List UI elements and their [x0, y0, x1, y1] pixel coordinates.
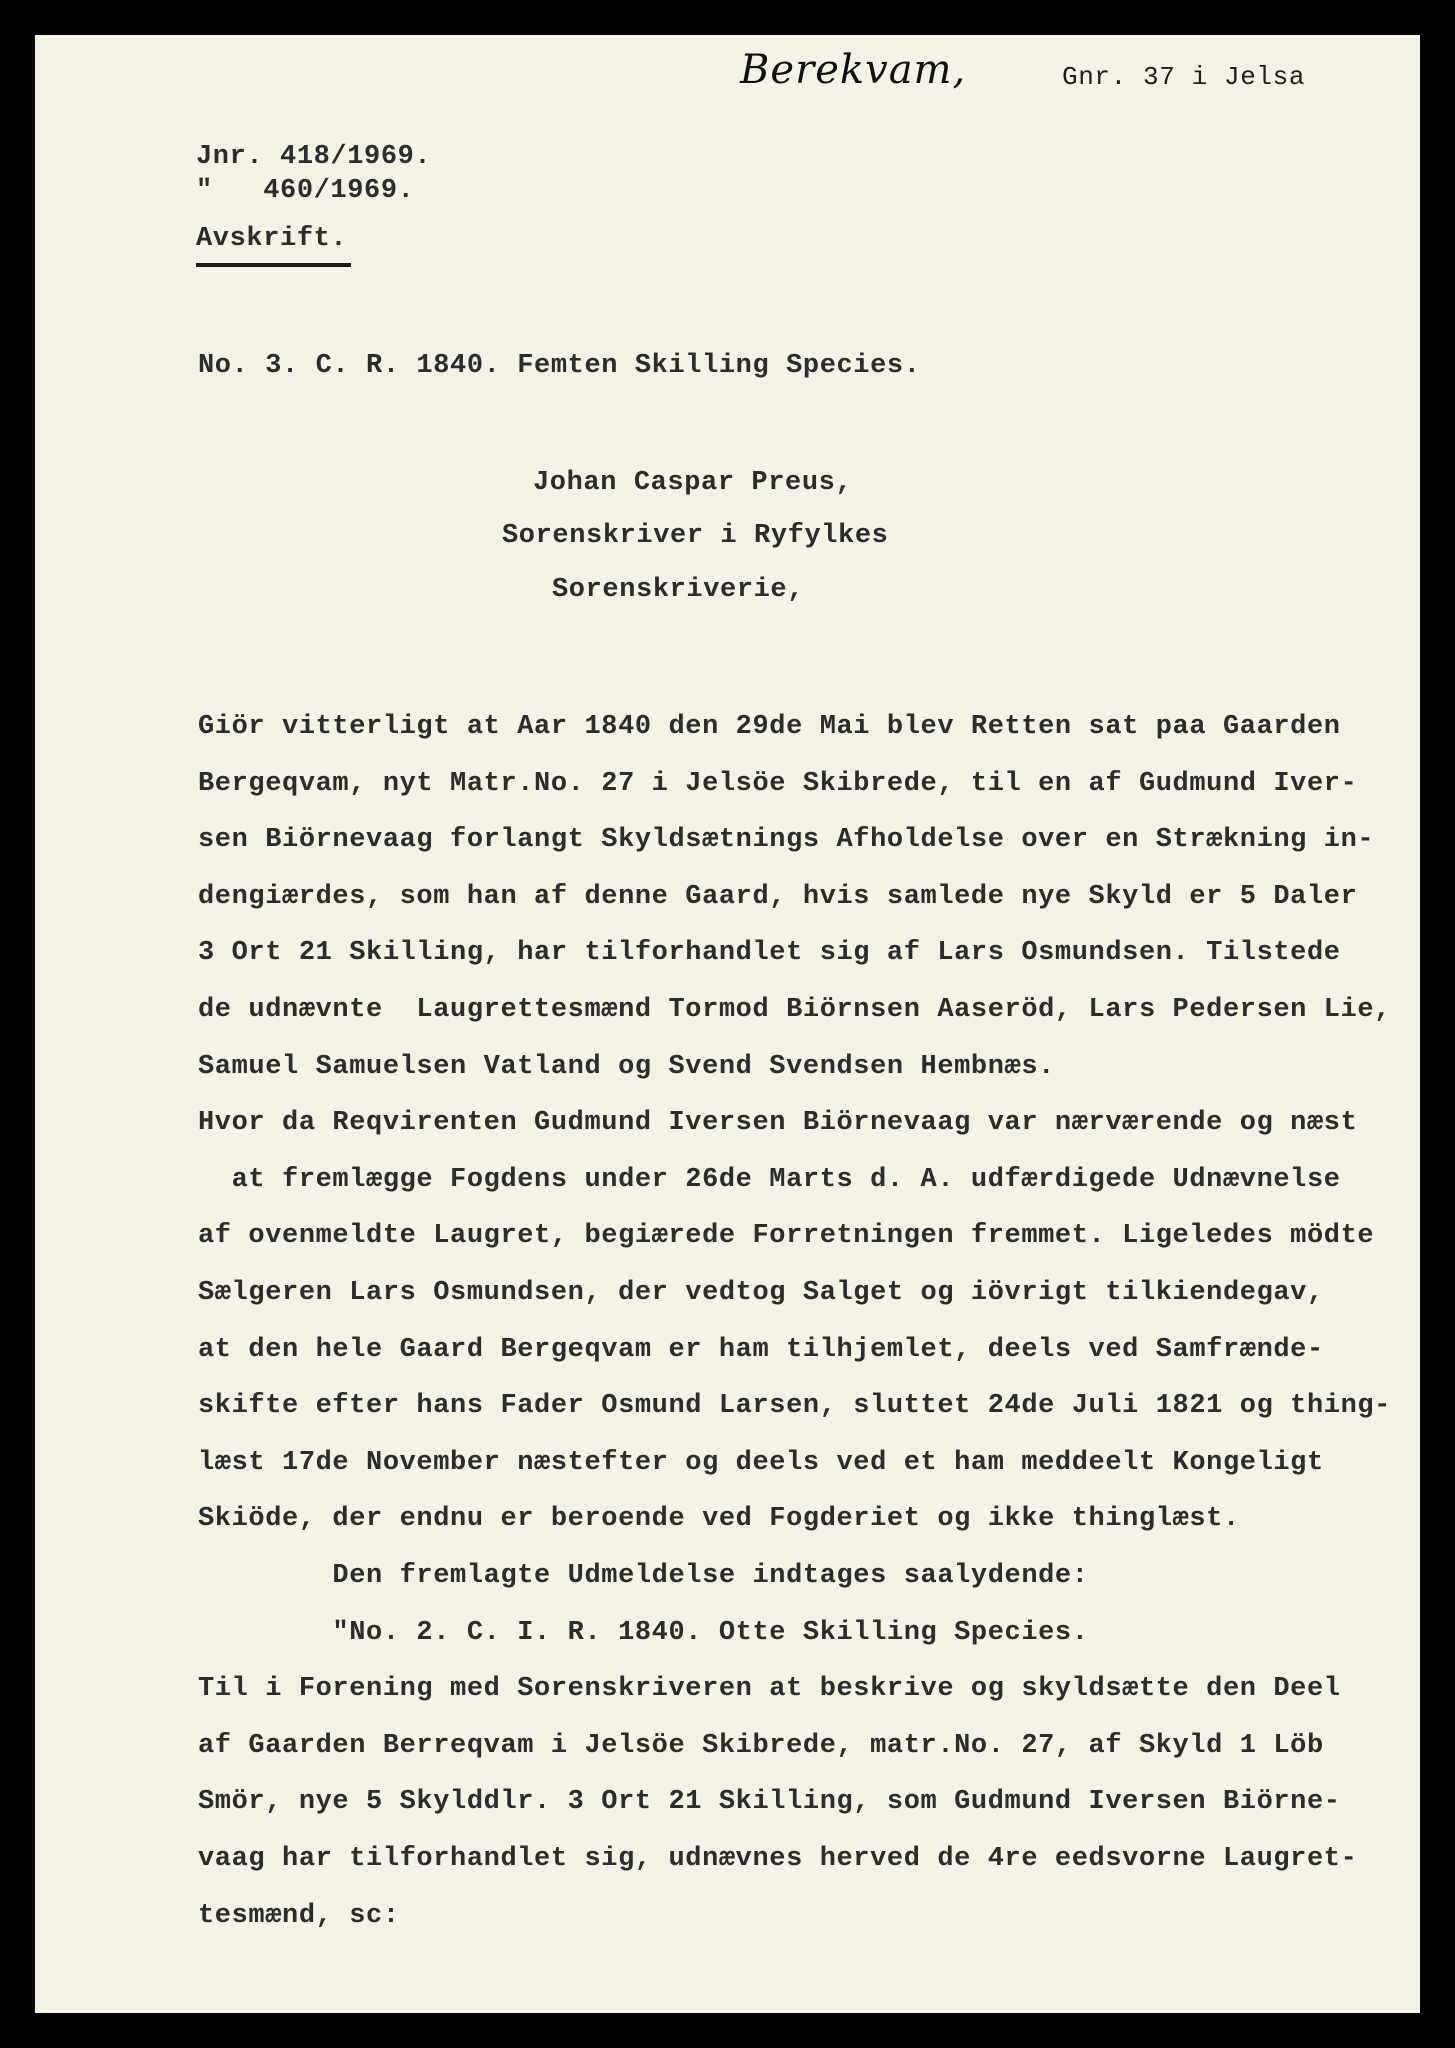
body-text-line: læst 17de November næstefter og deels ved et ham meddeelt Kongeligt	[198, 1447, 1324, 1478]
copy-heading: Avskrift.	[196, 224, 348, 254]
body-text-line: skifte efter hans Fader Osmund Larsen, sluttet 24de Juli 1821 og thing-	[198, 1391, 1391, 1422]
body-text-line: dengiærdes, som han af denne Gaard, hvis samlede nye Skyld er 5 Daler	[198, 881, 1358, 912]
journal-number-2: " 460/1969.	[196, 176, 415, 206]
journal-number-1: Jnr. 418/1969.	[196, 142, 432, 172]
body-text-line: sen Biörnevaag forlangt Skyldsætnings Afholdelse over en Strækning in-	[198, 825, 1375, 856]
body-text-line: at den hele Gaard Bergeqvam er ham tilhjemlet, deels ved Samfrænde-	[198, 1334, 1324, 1365]
body-text-line: vaag har tilforhandlet sig, udnævnes herved de 4re eedsvorne Laugret-	[198, 1844, 1358, 1874]
body-text-line: tesmænd, sc:	[198, 1900, 400, 1931]
body-text-line: de udnævnte Laugrettesmænd Tormod Biörnsen Aaseröd, Lars Pedersen Lie,	[198, 995, 1391, 1025]
farm-number-reference: Gnr. 37 i Jelsa	[1062, 62, 1306, 92]
body-text-line: af ovenmeldte Laugret, begiærede Forretningen fremmet. Ligeledes mödte	[198, 1221, 1375, 1252]
body-text-line: Giör vitterligt at Aar 1840 den 29de Mai blev Retten sat paa Gaarden	[198, 712, 1341, 742]
body-text-line: Skiöde, der endnu er beroende ved Fogderiet og ikke thinglæst.	[198, 1504, 1240, 1535]
body-text-line: Hvor da Reqvirenten Gudmund Iversen Biörnevaag var nærværende og næst	[198, 1108, 1358, 1139]
body-text-line: Samuel Samuelsen Vatland og Svend Svendsen Hembnæs.	[198, 1051, 1055, 1082]
heading-underline	[196, 263, 351, 267]
body-text-line: at fremlægge Fogdens under 26de Marts d. A. udfærdigede Udnævnelse	[198, 1164, 1341, 1195]
body-text-line: Smör, nye 5 Skylddlr. 3 Ort 21 Skilling, som Gudmund Iversen Biörne-	[198, 1787, 1341, 1818]
body-text-line: Bergeqvam, nyt Matr.No. 27 i Jelsöe Skibrede, til en af Gudmund Iver-	[198, 768, 1358, 799]
issuer-line: Sorenskriverie,	[552, 575, 805, 605]
document-page	[35, 35, 1420, 2013]
body-text-line: Den fremlagte Udmeldelse indtages saalydende:	[198, 1561, 1089, 1591]
body-text-line: "No. 2. C. I. R. 1840. Otte Skilling Species.	[198, 1617, 1089, 1648]
body-text-line: 3 Ort 21 Skilling, har tilforhandlet sig af Lars Osmundsen. Tilstede	[198, 938, 1341, 969]
stamp-paper-line: No. 3. C. R. 1840. Femten Skilling Species.	[198, 351, 921, 381]
issuer-line: Sorenskriver i Ryfylkes	[502, 521, 889, 551]
issuer-line: Johan Caspar Preus,	[533, 468, 853, 498]
body-text-line: af Gaarden Berreqvam i Jelsöe Skibrede, matr.No. 27, af Skyld 1 Löb	[198, 1730, 1324, 1761]
body-text-line: Sælgeren Lars Osmundsen, der vedtog Salget og iövrigt tilkiendegav,	[198, 1278, 1324, 1308]
body-text-line: Til i Forening med Sorenskriveren at beskrive og skyldsætte den Deel	[198, 1674, 1341, 1705]
handwritten-farm-name: Berekvam,	[740, 47, 967, 93]
